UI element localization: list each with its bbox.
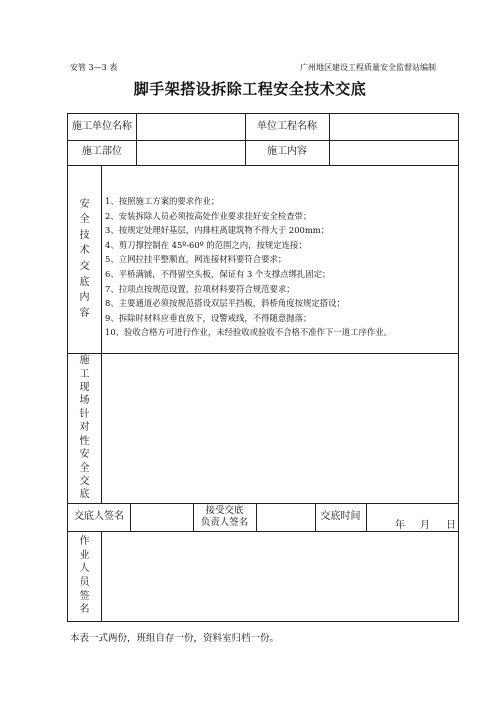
content-label: 施工内容 xyxy=(267,146,307,158)
section-value[interactable] xyxy=(137,140,245,165)
date-year: 年 xyxy=(395,519,405,531)
project-name-value[interactable] xyxy=(330,114,458,140)
content-value[interactable] xyxy=(330,140,458,165)
list-item: 9、拆除时材料应垂直放下，设警戒线，不得随意抛落； xyxy=(105,312,312,323)
date-month: 月 xyxy=(420,519,430,531)
discloser-sign-label: 交底人签名 xyxy=(74,510,124,522)
footnote: 本表一式两份，班组自存一份，资料室归档一份。 xyxy=(70,633,280,644)
construction-unit-value[interactable] xyxy=(137,114,245,140)
list-item: 1、按照施工方案的要求作业； xyxy=(105,196,220,206)
list-item: 7、拉项点按规范设置，拉项材料要符合规范要求； xyxy=(105,283,295,294)
form-code: 安管 3—3 表 xyxy=(70,63,118,72)
list-item: 10、验收合格方可进行作业，未经验收或验收不合格不准作下一道工序作业。 xyxy=(105,327,393,338)
list-item: 6、平桥满铺，不得留空头板，保证有 3 个支撑点绑扎固定； xyxy=(105,268,331,279)
list-item: 2、安装拆除人员必须按高处作业要求挂好安全检查带； xyxy=(105,210,312,221)
site-specific-label: 施 工 现 场 针 对 性 安 全 交 底 xyxy=(79,355,90,501)
project-name-label: 单位工程名称 xyxy=(257,120,317,132)
list-item: 8、主要通道必须按规范搭设双层平挡板，斜桥角度按规定搭设； xyxy=(105,298,345,309)
section-label: 施工部位 xyxy=(82,146,122,158)
page-title: 脚手架搭设拆除工程安全技术交底 xyxy=(133,80,367,98)
safety-disclosure-label: 安 全 技 术 交 底 内 容 xyxy=(79,198,90,319)
list-item: 4、剪刀撑控制在 45º-60º 的范围之内，按规定连接； xyxy=(105,239,307,250)
row-divider xyxy=(68,165,458,166)
site-specific-content[interactable] xyxy=(102,354,458,503)
receiver-sign-label: 接受交底 负责人签名 xyxy=(200,505,249,528)
worker-sign-field[interactable] xyxy=(102,532,458,621)
date-day: 日 xyxy=(446,519,456,531)
list-item: 3、按规定处理好基层，内排柱离建筑物不得大于 200mm； xyxy=(105,225,330,236)
construction-unit-label: 施工单位名称 xyxy=(72,120,132,132)
disclosure-time-label: 交底时间 xyxy=(320,510,361,522)
issuer-note: 广州地区建设工程质量安全监督站编制 xyxy=(300,63,436,72)
col-divider xyxy=(366,503,367,531)
disclosure-form-table xyxy=(67,113,459,622)
discloser-sign-field[interactable] xyxy=(131,503,193,531)
safety-items-list xyxy=(105,194,455,340)
worker-sign-label: 作 业 人 员 签 名 xyxy=(79,536,90,616)
receiver-sign-field[interactable] xyxy=(257,503,315,531)
list-item: 5、立网拉挂平整顺直，网连接材料要符合要求； xyxy=(105,254,287,265)
